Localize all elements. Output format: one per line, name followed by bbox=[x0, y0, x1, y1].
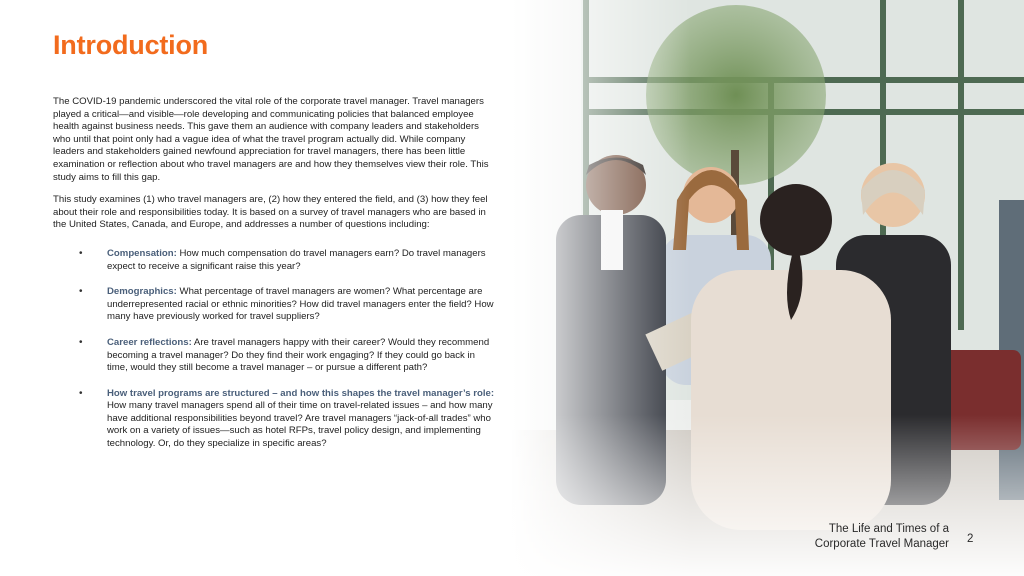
page-title: Introduction bbox=[53, 30, 209, 60]
study-paragraph: This study examines (1) who travel managers are, (2) how they entered the field, and (3) how they feel about their role and responsibilities today. It is based on a survey of travel managers who are based in the United States, Canada, and Europe, and addresses a number of questions including: bbox=[53, 194, 488, 231]
question-list bbox=[53, 248, 498, 451]
list-item-demographics bbox=[53, 286, 498, 324]
list-item-compensation bbox=[53, 248, 498, 273]
page-number: 2 bbox=[967, 533, 974, 545]
bullet-label: Demographics: bbox=[107, 286, 177, 298]
body-text bbox=[53, 96, 498, 464]
list-item-program-structure bbox=[53, 388, 498, 451]
bullet-label: Career reflections: bbox=[107, 336, 192, 348]
bullet-icon: • bbox=[79, 247, 83, 259]
meeting-illustration bbox=[511, 0, 1024, 576]
bullet-text: Are travel managers happy with their career? Would they recommend becoming a travel manager? Do they find their work engaging? If they could go back in time, would they still become a travel manager – or pursue a different path? bbox=[107, 336, 490, 374]
list-item-career-reflections bbox=[53, 337, 498, 375]
caption-line-2: Corporate Travel Manager bbox=[814, 537, 949, 550]
bullet-text: What percentage of travel managers are women? What percentage are underrepresented racial or ethnic minorities? How did travel managers enter the field? How many have previously worked for travel suppliers? bbox=[107, 286, 494, 323]
caption-line-1: The Life and Times of a bbox=[828, 523, 949, 535]
bullet-label: How travel programs are structured – and how this shapes the travel manager’s role: bbox=[107, 387, 495, 399]
bullet-icon: • bbox=[79, 336, 83, 348]
intro-paragraph: The COVID-19 pandemic underscored the vital role of the corporate travel manager. Travel managers played a critical—and visible—role developing and communicating policies that balanced employee health against business needs. This gave them an audience with company leaders and stakeholders who until that point only had a vague idea of what the travel program actually did. While company leaders and stakeholders gained newfound appreciation for travel managers, there has been little examination or reflection about who travel managers are and how they themselves view their role. This study aims to fill this gap. bbox=[53, 96, 489, 183]
bullet-icon: • bbox=[79, 387, 83, 399]
footer-caption bbox=[815, 522, 949, 551]
meeting-photo bbox=[511, 0, 1024, 576]
bullet-label: Compensation: bbox=[107, 247, 177, 259]
bullet-icon: • bbox=[79, 286, 83, 298]
bullet-text: How much compensation do travel managers earn? Do travel managers expect to receive a significant raise this year? bbox=[107, 247, 486, 272]
bullet-text: How many travel managers spend all of their time on travel-related issues – and how many have additional responsibilities beyond travel? Are travel managers “jack-of-all trades” who work on a variety of issues—such as hotel RFPs, travel policy design, and implementing technology. Or, do they specialize in specific areas? bbox=[107, 400, 493, 450]
